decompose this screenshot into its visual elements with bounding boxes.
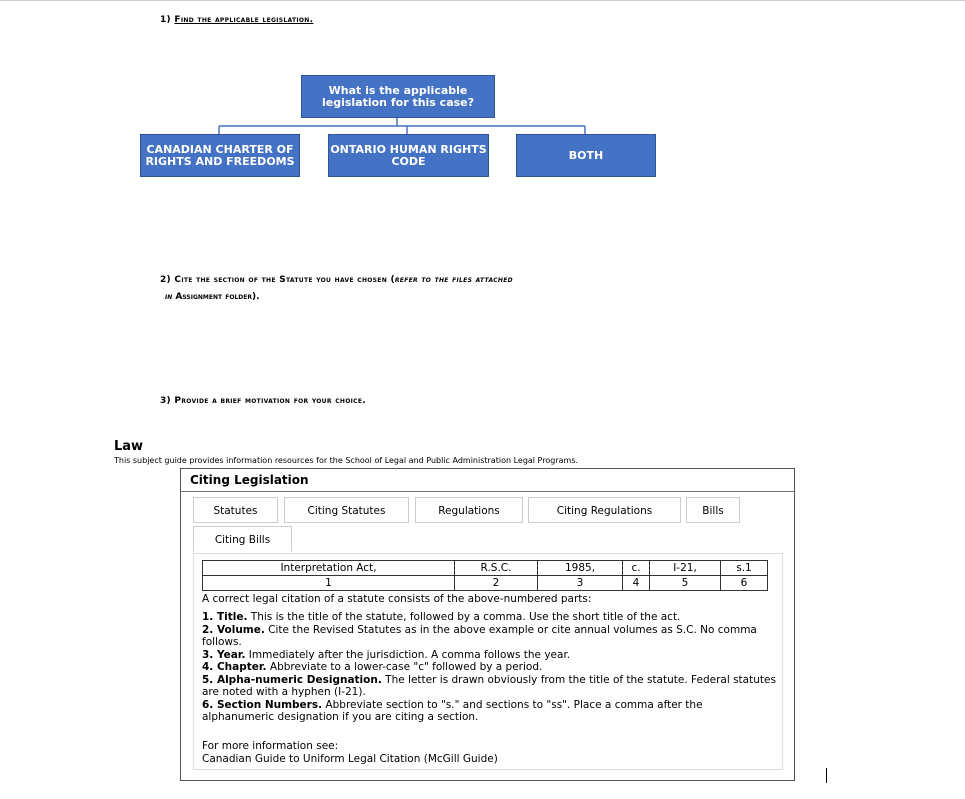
text-cursor [826, 768, 827, 783]
diagram-option-both [516, 134, 656, 177]
citation-table [202, 560, 768, 591]
table-cell: c. [623, 561, 650, 576]
citation-intro: A correct legal citation of a statute consists of the above-numbered parts: [202, 593, 592, 605]
citation-parts-list [202, 611, 777, 724]
table-cell: 1 [203, 576, 455, 591]
law-subtitle: This subject guide provides information resources for the School of Legal and Public Administration Legal Programs. [114, 456, 579, 465]
question-1-number: 1) [160, 15, 171, 25]
item-text: The letter is drawn obviously from the title of the statute. Federal statutes are noted with a hyphen (I-21). [202, 673, 776, 698]
question-2-line2-italic: in [165, 292, 173, 302]
table-cell: 3 [538, 576, 623, 591]
diagram-option-charter [140, 134, 300, 177]
table-cell: 2 [455, 576, 538, 591]
tab-bills[interactable] [686, 497, 740, 523]
tab-label: Citing Statutes [307, 505, 386, 517]
diagram-option-text: ONTARIO HUMAN RIGHTS CODE [330, 142, 487, 168]
diagram-option-ohrc [328, 134, 489, 177]
tab-statutes[interactable] [193, 497, 278, 523]
item-label: 1. Title. [202, 611, 248, 623]
item-label: 4. Chapter. [202, 661, 267, 673]
item-label: 3. Year. [202, 648, 246, 661]
item-text: Cite the Revised Statutes as in the above example or cite annual volumes as S.C. No comma follows. [202, 623, 757, 648]
question-2-italic: refer to the files attached [394, 275, 513, 285]
item-text: Abbreviate to a lower-case "c" followed by a period. [266, 661, 543, 673]
table-cell: 4 [623, 576, 650, 591]
question-2-line2-end: ). [251, 292, 260, 302]
table-cell: Interpretation Act, [203, 561, 455, 576]
table-cell: 1985, [538, 561, 623, 576]
more-info-label: For more information see: [202, 740, 339, 752]
list-item [202, 699, 777, 724]
list-item [202, 611, 777, 624]
list-item [202, 674, 777, 699]
list-item [202, 661, 777, 674]
diagram-root-text: What is the applicable legislation for this case? [321, 83, 475, 109]
list-item [202, 624, 777, 649]
table-row [203, 561, 768, 576]
law-title: Law [114, 439, 144, 454]
question-2-number: 2) [160, 275, 171, 285]
mcgill-guide-link[interactable]: Canadian Guide to Uniform Legal Citation (McGill Guide) [202, 753, 498, 765]
question-3 [160, 396, 366, 406]
item-text: Immediately after the jurisdiction. A comma follows the year. [245, 648, 571, 661]
item-label: 6. Section Numbers. [202, 698, 323, 711]
diagram-option-text: BOTH [568, 148, 604, 162]
question-2-text: Cite the section of the Statute you have chosen ( [174, 275, 395, 285]
tab-label: Citing Bills [214, 534, 271, 546]
tab-label: Statutes [213, 505, 258, 517]
tab-regulations[interactable] [415, 497, 523, 523]
tab-label: Bills [702, 505, 724, 517]
tab-citing-statutes[interactable] [284, 497, 409, 523]
table-cell: 6 [721, 576, 768, 591]
question-2-line2-text: Assignment folder [175, 292, 252, 302]
table-cell: 5 [650, 576, 721, 591]
diagram-root-box [301, 75, 495, 118]
tab-label: Citing Regulations [556, 505, 653, 517]
question-2-line2 [165, 292, 260, 302]
table-cell: s.1 [721, 561, 768, 576]
table-cell: I-21, [650, 561, 721, 576]
item-text: This is the title of the statute, followed by a comma. Use the short title of the act. [247, 611, 681, 623]
tab-citing-bills[interactable] [193, 526, 292, 552]
question-1 [160, 15, 313, 25]
table-cell: R.S.C. [455, 561, 538, 576]
panel-title: Citing Legislation [181, 469, 794, 492]
question-3-text: Provide a brief motivation for your choice. [174, 396, 366, 406]
question-1-text: Find the applicable legislation. [174, 15, 314, 25]
diagram-option-text: CANADIAN CHARTER OF RIGHTS AND FREEDOMS [145, 142, 295, 168]
item-text: Abbreviate section to "s." and sections to "ss". Place a comma after the alphanumeric designation if you are citing a section. [202, 698, 703, 723]
item-label: 2. Volume. [202, 623, 265, 636]
table-row [203, 576, 768, 591]
tab-citing-regulations[interactable] [528, 497, 681, 523]
top-divider [0, 0, 965, 1]
question-3-number: 3) [160, 396, 171, 406]
tab-label: Regulations [438, 505, 500, 517]
question-2 [160, 275, 513, 285]
list-item [202, 649, 777, 662]
item-label: 5. Alpha-numeric Designation. [202, 673, 382, 686]
